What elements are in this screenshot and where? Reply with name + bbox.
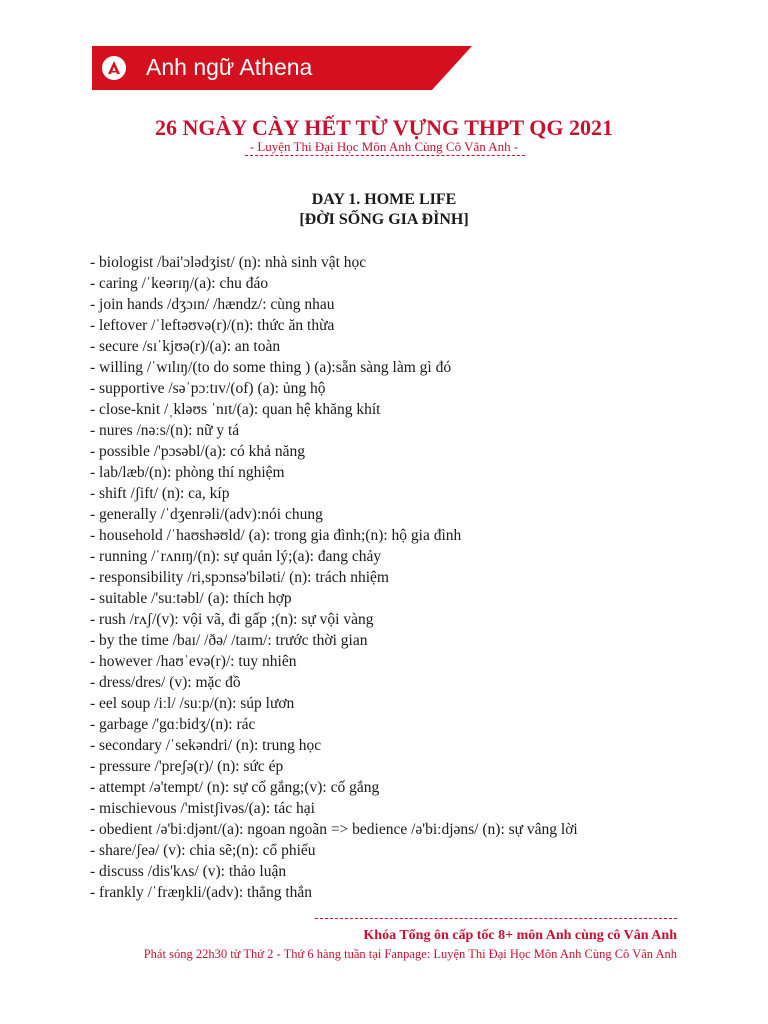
vocab-item: - obedient /ə'biːdjənt/(a): ngoan ngoãn => bedience /ə'biːdjəns/ (n): sự vâng lời bbox=[90, 821, 578, 838]
vocab-item: - attempt /ə'tempt/ (n): sự cố gắng;(v): cố gắng bbox=[90, 779, 380, 796]
day-title: DAY 1. HOME LIFE bbox=[311, 191, 457, 208]
footer-divider bbox=[315, 918, 677, 919]
vocab-item: - leftover /ˈleftəʊvə(r)/(n): thức ăn thừa bbox=[90, 317, 335, 334]
vocab-item: - close-knit /ˌkləʊs ˈnɪt/(a): quan hệ khăng khít bbox=[90, 401, 381, 418]
vocab-item: - willing /ˈwɪlɪŋ/(to do some thing ) (a):sẵn sàng làm gì đó bbox=[90, 359, 452, 376]
vocab-item: - secondary /ˈsekəndri/ (n): trung học bbox=[90, 737, 322, 754]
vocabulary-list bbox=[90, 252, 690, 903]
vocab-item: - discuss /dis'kʌs/ (v): thảo luận bbox=[90, 863, 287, 880]
vocab-item: - however /haʊˈevə(r)/: tuy nhiên bbox=[90, 653, 297, 670]
vocab-item: - caring /ˈkeərɪŋ/(a): chu đáo bbox=[90, 275, 269, 292]
athena-logo-icon bbox=[102, 56, 126, 80]
page-title: 26 NGÀY CÀY HẾT TỪ VỰNG THPT QG 2021 bbox=[155, 115, 613, 140]
vocab-item: - household /ˈhaʊshəʊld/ (a): trong gia đình;(n): hộ gia đình bbox=[90, 527, 462, 544]
vocab-item: - possible /'pɔsəbl/(a): có khả năng bbox=[90, 443, 305, 460]
vocab-item: - frankly /ˈfræŋkli/(adv): thẳng thắn bbox=[90, 884, 313, 901]
day-subtitle: [ĐỜI SỐNG GIA ĐÌNH] bbox=[299, 211, 469, 228]
vocab-item: - responsibility /ri,spɔnsə'biləti/ (n): trách nhiệm bbox=[90, 569, 389, 586]
vocab-item: - suitable /'suːtəbl/ (a): thích hợp bbox=[90, 590, 292, 607]
vocab-item: - pressure /'preʃə(r)/ (n): sức ép bbox=[90, 758, 284, 775]
vocab-item: - share/ʃeə/ (v): chia sẽ;(n): cổ phiếu bbox=[90, 842, 316, 859]
footer-title: Khóa Tổng ôn cấp tốc 8+ môn Anh cùng cô Vân Anh bbox=[363, 928, 677, 943]
vocab-item: - running /ˈrʌnɪŋ/(n): sự quản lý;(a): đang chảy bbox=[90, 548, 382, 565]
dashed-divider bbox=[245, 155, 525, 156]
footer-note: Phát sóng 22h30 từ Thứ 2 - Thứ 6 hàng tuần tại Fanpage: Luyện Thi Đại Học Môn Anh Cùng Cô Vân Anh bbox=[143, 947, 677, 961]
vocab-item: - nures /nəːs/(n): nữ y tá bbox=[90, 422, 240, 439]
header-banner bbox=[92, 46, 472, 90]
vocab-item: - biologist /bai'ɔlədʒist/ (n): nhà sinh vật học bbox=[90, 254, 367, 271]
vocab-item: - eel soup /iːl/ /suːp/(n): súp lươn bbox=[90, 695, 295, 712]
vocab-item: - secure /sɪˈkjʊə(r)/(a): an toàn bbox=[90, 338, 281, 355]
vocab-item: - rush /rʌʃ/(v): vội vã, đi gấp ;(n): sự vội vàng bbox=[90, 611, 374, 628]
page-subtitle: - Luyện Thi Đại Học Môn Anh Cùng Cô Vân Anh - bbox=[249, 139, 519, 154]
vocab-item: - lab/læb/(n): phòng thí nghiệm bbox=[90, 464, 285, 481]
vocab-item: - shift /ʃift/ (n): ca, kíp bbox=[90, 485, 230, 502]
vocab-item: - generally /ˈdʒenrəli/(adv):nói chung bbox=[90, 506, 323, 523]
vocab-item: - dress/dres/ (v): mặc đồ bbox=[90, 674, 241, 691]
vocab-item: - join hands /dʒɔɪn/ /hændz/: cùng nhau bbox=[90, 296, 335, 313]
vocab-item: - supportive /səˈpɔːtɪv/(of) (a): ủng hộ bbox=[90, 380, 326, 397]
vocab-item: - garbage /'gɑːbidʒ/(n): rác bbox=[90, 716, 256, 733]
vocab-item: - by the time /baɪ/ /ðə/ /taɪm/: trước thời gian bbox=[90, 632, 368, 649]
vocab-item: - mischievous /'mistʃivəs/(a): tác hại bbox=[90, 800, 315, 817]
brand-name: Anh ngữ Athena bbox=[146, 54, 313, 80]
